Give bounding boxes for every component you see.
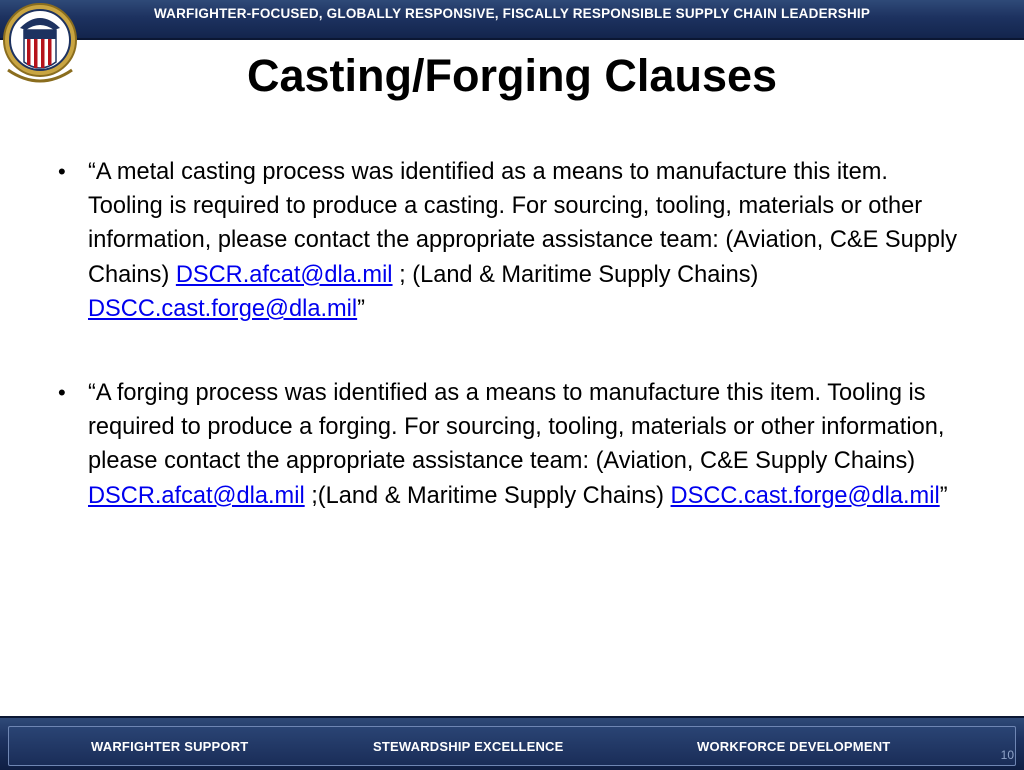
email-link-dscc[interactable]: DSCC.cast.forge@dla.mil	[88, 295, 358, 322]
page-number: 10	[1000, 748, 1014, 762]
email-link-dscc[interactable]: DSCC.cast.forge@dla.mil	[670, 482, 940, 509]
footer-item-warfighter-support: WARFIGHTER SUPPORT	[91, 739, 249, 754]
footer-item-stewardship-excellence: STEWARDSHIP EXCELLENCE	[373, 739, 564, 754]
bullet-dot-icon: •	[58, 380, 66, 406]
bullet-text: ”	[357, 295, 365, 322]
email-link-dscr[interactable]: DSCR.afcat@dla.mil	[175, 261, 393, 288]
bullet-item-forging	[58, 376, 968, 513]
bullet-item-casting	[58, 155, 968, 326]
top-banner	[0, 0, 1024, 40]
bottom-banner	[0, 716, 1024, 770]
bullet-text: ;(Land & Maritime Supply Chains)	[304, 482, 671, 509]
bullet-text: “A metal casting process was identified as a means to manufacture this item. Tooling is required to produce a casting. For sourcing, tooling, materials or other information, please contact the appropriate assistance team: (Aviation, C&E Supply Chains)	[88, 159, 958, 288]
footer-item-workforce-development: WORKFORCE DEVELOPMENT	[697, 739, 891, 754]
bullet-dot-icon: •	[58, 159, 66, 184]
email-link-dscr[interactable]: DSCR.afcat@dla.mil	[88, 482, 305, 509]
slide-title: Casting/Forging Clauses	[246, 50, 778, 101]
bullet-text: “A forging process was identified as a means to manufacture this item. Tooling is required to produce a forging. For sourcing, tooling, materials or other information, please contact the appropriate assistance team: (Aviation, C&E Supply Chains)	[88, 380, 945, 475]
bullet-text: ”	[939, 482, 948, 509]
bullet-text: ; (Land & Maritime Supply Chains)	[392, 261, 759, 288]
banner-text: WARFIGHTER-FOCUSED, GLOBALLY RESPONSIVE, FISCALLY RESPONSIBLE SUPPLY CHAIN LEADERSHIP	[153, 6, 871, 21]
footer-bar	[8, 726, 1016, 766]
bullet-list	[58, 155, 968, 563]
